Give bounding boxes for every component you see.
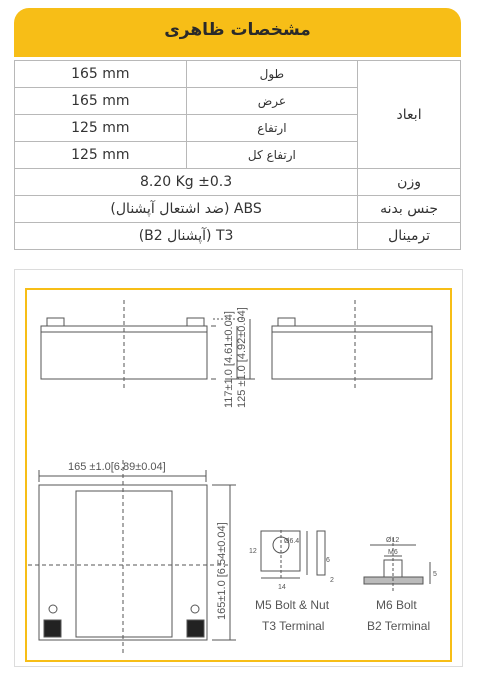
height-value: 125 mm	[15, 115, 187, 142]
t3-caption-terminal: T3 Terminal	[262, 619, 325, 633]
total-height-value: 125 mm	[15, 142, 187, 169]
t3-dim-hole: Ø6.4	[284, 538, 300, 545]
length-label: طول	[186, 61, 358, 88]
spec-title: مشخصات ظاهری	[164, 20, 311, 40]
t3-dim-right: 6	[326, 557, 330, 564]
b2-dim-height: 5	[433, 571, 437, 578]
width-label: عرض	[186, 88, 358, 115]
b2-dim-outer: Ø12	[386, 537, 400, 544]
b2-terminal-drawing	[364, 538, 430, 592]
b2-dim-thread: M6	[388, 549, 398, 556]
length-dim: 165 ±1.0[6.89±0.04]	[68, 461, 166, 473]
height-dim-2: 125 ±1.0 [4.92±0.04]	[236, 307, 248, 408]
t3-dim-width: 14	[278, 584, 286, 591]
weight-value: 8.20 Kg ±0.3	[15, 169, 358, 196]
terminal-label: ترمینال	[358, 223, 461, 250]
width-value: 165 mm	[15, 88, 187, 115]
t3-dim-thick: 2	[330, 577, 334, 584]
b2-caption-terminal: B2 Terminal	[367, 619, 431, 633]
case-label: جنس بدنه	[358, 196, 461, 223]
b2-caption-bolt: M6 Bolt	[376, 598, 417, 612]
height-dim-1: 117±1.0 [4.61±0.04]	[223, 311, 235, 408]
height-label: ارتفاع	[186, 115, 358, 142]
weight-label: وزن	[358, 169, 461, 196]
case-value: ABS (ضد اشتعال آپشنال)	[15, 196, 358, 223]
total-height-label: ارتفاع کل	[186, 142, 358, 169]
t3-caption-bolt: M5 Bolt & Nut	[255, 598, 330, 612]
t3-dim-height: 12	[249, 548, 257, 555]
side-view	[272, 300, 432, 390]
width-dim: 165±1.0 [6.54±0.04]	[216, 522, 228, 620]
length-value: 165 mm	[15, 61, 187, 88]
terminal-value: T3 (آپشنال B2)	[15, 223, 358, 250]
dimensions-label: ابعاد	[358, 61, 461, 169]
top-view	[28, 460, 236, 655]
